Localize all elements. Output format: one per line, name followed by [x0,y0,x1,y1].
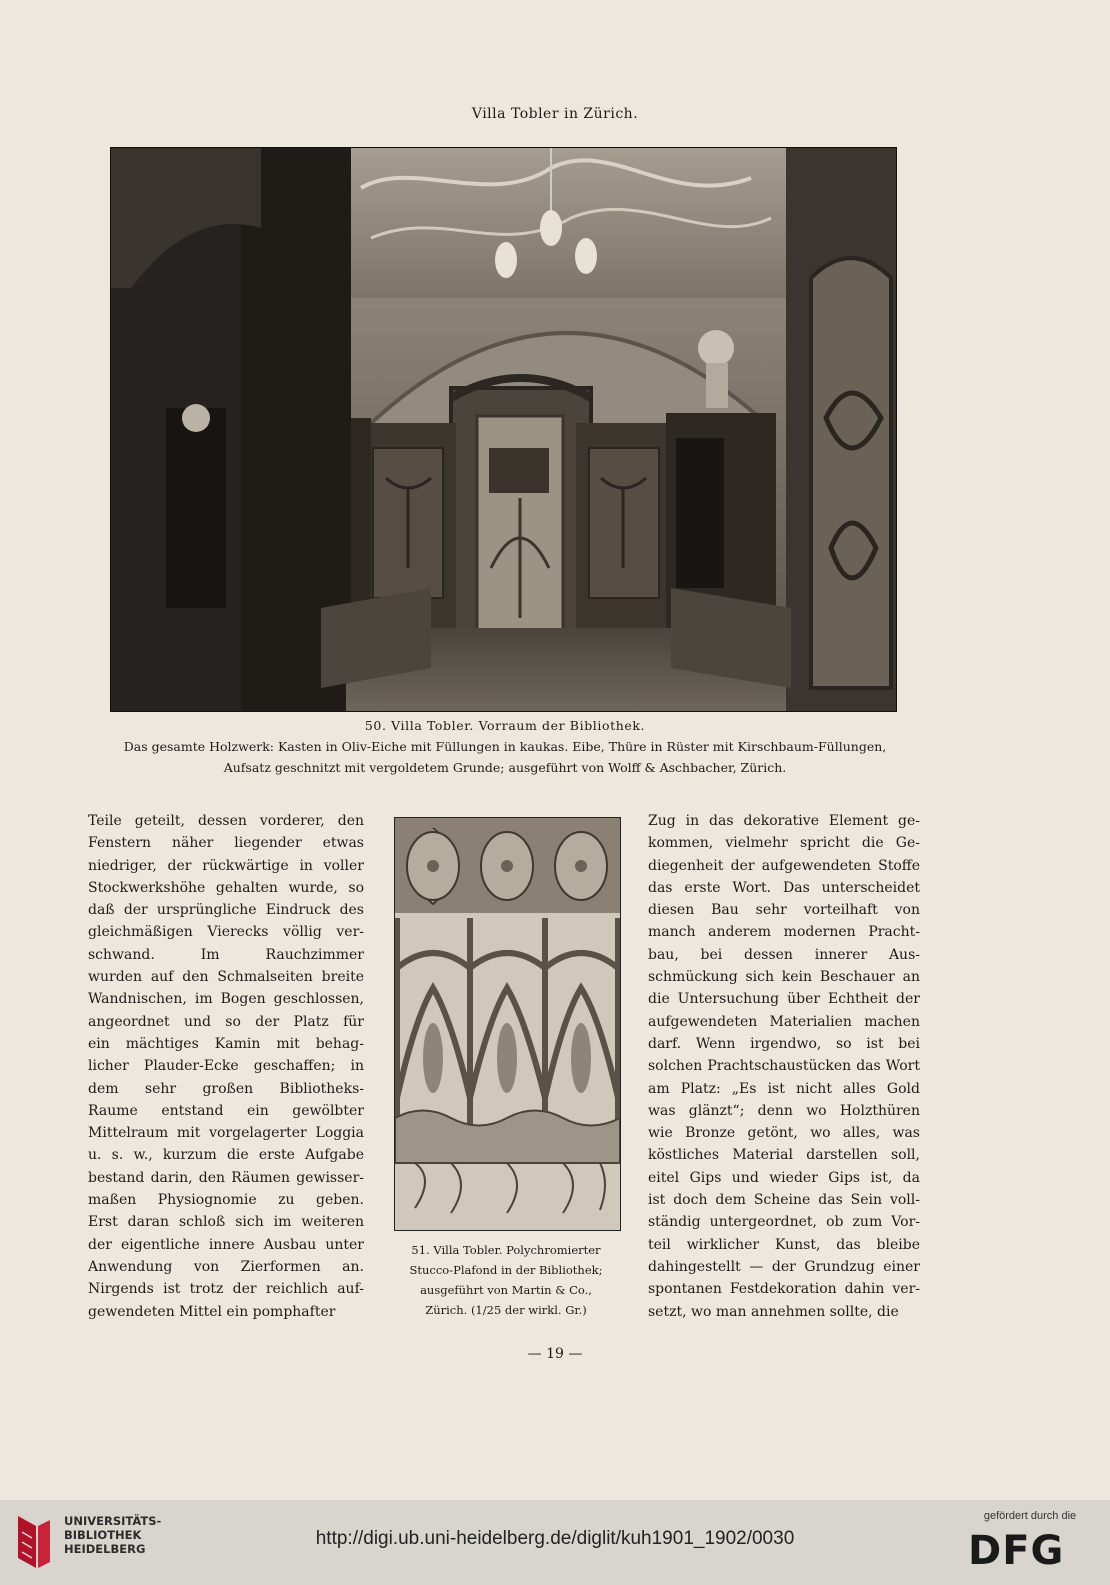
right-column-line: wie Bronze getönt, wo alles, was [648,1125,920,1142]
stucco-plafond-photo [395,818,620,1230]
figure-51-caption-line-4: Zürich. (1/25 der wirkl. Gr.) [425,1303,587,1317]
right-column-line: darf. Wenn irgendwo, so ist bei [648,1035,920,1052]
figure-50-caption-line-1: Das gesamte Holzwerk: Kasten in Oliv-Eiche mit Füllungen in kaukas. Eibe, Thüre in Rüster mit Kirschbaum-Füllungen, [123,739,887,754]
right-column-line: was glänzt“; denn wo Holzthüren [648,1102,920,1119]
funded-by-label: gefördert durch die [983,1510,1077,1522]
left-column-line: schwand. Im Rauchzimmer [88,946,364,963]
right-column-line: spontanen Festdekoration dahin ver- [648,1281,920,1298]
left-column-line: Mittelraum mit vorgelagerter Loggia [88,1125,364,1142]
figure-51-caption-line-2: Stucco-Plafond in der Bibliothek; [409,1263,603,1277]
right-column-line: solchen Prachtschaustücken das Wort [648,1058,920,1075]
left-column-line: dem sehr großen Bibliotheks- [88,1080,364,1097]
figure-50-caption-line-2: Aufsatz geschnitzt mit vergoldetem Grunde; ausgeführt von Wolff & Aschbacher, Zürich. [223,760,787,775]
left-column-line: Anwendung von Zierformen an. [88,1258,364,1275]
right-column-line: köstliches Material darstellen soll, [648,1147,920,1164]
right-column-line: teil wirklicher Kunst, das bleibe [648,1236,920,1253]
right-column-line: bau, bei dessen innerer Aus- [648,946,920,963]
left-column-line: Nirgends ist trotz der reichlich auf- [88,1281,364,1298]
left-column-line: Fenstern näher liegender etwas [88,835,364,852]
permalink-url[interactable]: http://digi.ub.uni-heidelberg.de/diglit/kuh1901_1902/0030 [315,1528,795,1549]
dfg-logo: DFG [968,1528,1065,1574]
left-column-line: Stockwerkshöhe gehalten wurde, so [88,879,364,896]
right-column-line: diesen Bau sehr vorteilhaft von [648,902,920,919]
left-column-line: niedriger, der rückwärtige in voller [88,857,364,874]
right-column-line: das erste Wort. Das unterscheidet [648,879,920,896]
left-column-line: licher Plauder-Ecke geschaffen; in [88,1058,364,1075]
figure-50-title: 50. Villa Tobler. Vorraum der Bibliothek. [364,718,646,733]
right-column-line: dahingestellt — der Grundzug einer [648,1258,920,1275]
right-column-line: diegenheit der aufgewendeten Stoffe [648,857,920,874]
left-column-line: Wandnischen, im Bogen geschlossen, [88,991,364,1008]
left-column-line: wurden auf den Schmalseiten breite [88,969,364,986]
right-column-line: eitel Gips und wieder Gips ist, da [648,1169,920,1186]
text-column-left [88,810,364,1323]
left-column-line: der eigentliche innere Ausbau unter [88,1236,364,1253]
left-column-line: Teile geteilt, dessen vorderer, den [88,813,364,829]
running-head: Villa Tobler in Zürich. [471,106,639,122]
figure-51-caption [380,1240,632,1320]
left-column-line: u. s. w., kurzum die erste Aufgabe [88,1147,364,1164]
right-column-line: aufgewendeten Materialien machen [648,1013,920,1030]
right-column-line: manch anderem modernen Pracht- [648,924,920,941]
left-column-line: Raume entstand ein gewölbter [88,1102,364,1119]
left-column-line: bestand darin, den Räumen gewisser- [88,1169,364,1186]
left-column-line: Erst daran schloß sich im weiteren [88,1214,364,1231]
figure-50-caption [105,715,905,778]
library-name-line-3: HEIDELBERG [64,1542,146,1556]
right-column-line: am Platz: „Es ist nicht alles Gold [648,1080,920,1097]
left-column-line: maßen Physiognomie zu geben. [88,1192,364,1209]
left-column-line: ein mächtiges Kamin mit behag- [88,1035,364,1052]
library-name-line-1: UNIVERSITÄTS- [64,1514,162,1528]
library-anteroom-photo [111,148,896,711]
page-number: — 19 — [527,1346,583,1362]
figure-51-caption-line-1: 51. Villa Tobler. Polychromierter [411,1243,601,1257]
figure-51-stucco-ceiling [394,817,621,1231]
library-name-line-2: BIBLIOTHEK [64,1528,142,1542]
figure-51-caption-line-3: ausgeführt von Martin & Co., [420,1283,592,1297]
right-column-line: die Untersuchung über Echtheit der [648,991,920,1008]
text-column-right [648,810,920,1323]
left-column-line: gleichmäßigen Vierecks völlig ver- [88,924,364,941]
right-column-line: ist doch dem Scheine das Sein voll- [648,1192,920,1209]
left-column-line: angeordnet und so der Platz für [88,1013,364,1030]
left-column-line: daß der ursprüngliche Eindruck des [88,902,364,919]
right-column-line: schmückung sich kein Beschauer an [648,969,920,986]
right-column-line: setzt, wo man annehmen sollte, die [648,1303,899,1320]
right-column-line: Zug in das dekorative Element ge- [648,813,920,829]
right-column-line: ständig untergeordnet, ob zum Vor- [648,1214,920,1231]
right-column-line: kommen, vielmehr spricht die Ge- [648,835,920,852]
digitization-footer [0,1500,1110,1585]
left-column-line: gewendeten Mittel ein pomphafter [88,1303,336,1320]
figure-50-photograph [110,147,897,712]
